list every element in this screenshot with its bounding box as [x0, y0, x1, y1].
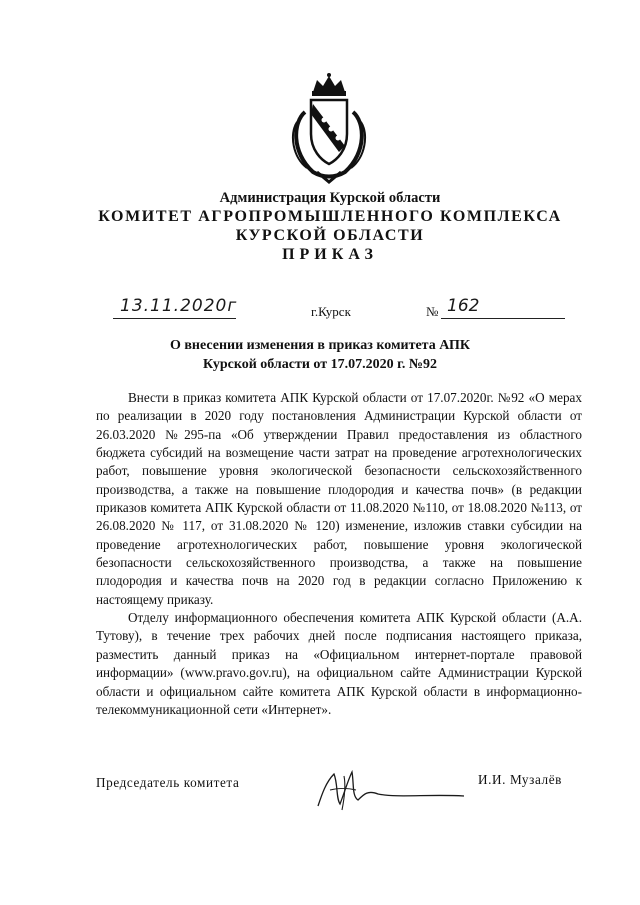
region-title: КУРСКОЙ ОБЛАСТИ	[235, 227, 425, 244]
date-underline	[113, 318, 236, 319]
signatory-name: И.И. Музалёв	[478, 772, 562, 787]
handwritten-signature	[308, 764, 468, 814]
order-title-line2: Курской области от 17.07.2020 г. №92	[203, 357, 437, 372]
handwritten-number: 162	[447, 296, 480, 316]
administration-title: Администрация Курской области	[219, 190, 441, 206]
number-symbol: №	[426, 304, 439, 319]
body-paragraph-2: Отделу информационного обеспечения комитета АПК Курской области (А.А. Тутову), в течение трех рабочих дней после подписания настоящего приказа, разместить данный приказ на «Официальном интернет-портале правовой информации» (www.pravo.gov.ru), на официальном сайте Администрации Курской области и официальном сайте комитета АПК Курской области в информационно-телекоммуникационной сети «Интернет».	[96, 610, 582, 717]
handwritten-date: 13.11.2020г	[120, 296, 238, 316]
committee-title: КОМИТЕТ АГРОПРОМЫШЛЕННОГО КОМПЛЕКСА	[98, 208, 562, 225]
coat-of-arms-emblem	[283, 72, 375, 184]
order-body	[96, 389, 582, 719]
order-title-line1: О внесении изменения в приказ комитета АПК	[169, 338, 471, 353]
document-type: ПРИКАЗ	[282, 246, 378, 263]
body-paragraph-1: Внести в приказ комитета АПК Курской области от 17.07.2020г. №92 «О мерах по реализации в 2020 году постановления Администрации Курской области от 26.03.2020 №295-па «Об утверждении Правил предоставления из областного бюджета субсидий на возмещение части затрат на проведение агротехнологических работ, повышение уровня экологической безопасности сельскохозяйственного производства, а также на повышение плодородия и качества почв» (в редакции приказов комитета АПК Курской области от 11.08.2020 №110, от 18.08.2020 №113, от 26.08.2020 № 117, от 31.08.2020 № 120) изменение, изложив ставки субсидии на проведение агротехнологических работ, повышение уровня экологической безопасности сельскохозяйственного производства, а также на повышение плодородия и качества почв на 2020 год в редакции согласно Приложению к настоящему приказу.	[96, 390, 582, 607]
signatory-position: Председатель комитета	[96, 775, 240, 790]
number-underline	[441, 318, 565, 319]
city: г.Курск	[311, 304, 351, 319]
